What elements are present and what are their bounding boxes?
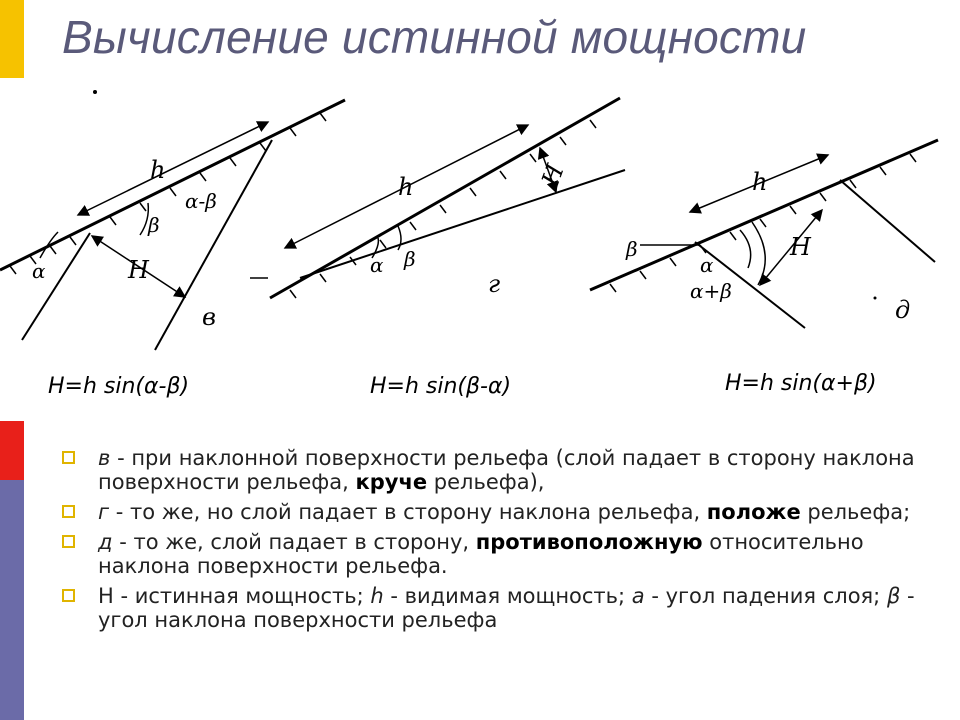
item-lead: в — [98, 446, 111, 470]
label-h-v: h — [150, 156, 166, 184]
angle-arc-d — [740, 222, 765, 285]
panel-d — [93, 90, 938, 328]
item-text: - угол наклона поверхности рельефа — [98, 584, 915, 632]
label-h-d: h — [752, 168, 768, 196]
list-item — [62, 530, 942, 578]
label-H-d: H — [790, 233, 811, 261]
layer-line-g — [300, 170, 625, 278]
item-text: - при наклонной поверхности рельефа (слой падает в сторону наклона поверхности рельефа, — [98, 446, 915, 494]
bullet-square-icon — [62, 505, 75, 518]
bullet-square-icon — [62, 451, 75, 464]
item-text-end: рельефа), — [427, 470, 545, 494]
item-text: - то же, но слой падает в сторону наклона рельефа, — [109, 500, 707, 524]
accent-bar-purple — [0, 480, 24, 720]
bullet-square-icon — [62, 535, 75, 548]
layer-line-1-v — [22, 233, 90, 340]
dot-mark-2 — [874, 297, 877, 300]
panel-v — [0, 100, 345, 350]
label-alpha-g: α — [370, 253, 384, 277]
formula-d: H=h sin(α+β) — [725, 371, 877, 396]
item-text: - видимая мощность; — [383, 584, 632, 608]
panel-label-g: г — [488, 270, 501, 298]
accent-bar-yellow — [0, 0, 24, 78]
list-item — [62, 500, 942, 524]
item-text: - то же, слой падает в сторону, — [112, 530, 476, 554]
item-text: Н - истинная мощность; — [98, 584, 371, 608]
item-bold: противоположную — [475, 530, 703, 554]
dot-mark — [93, 90, 97, 94]
formula-v: H=h sin(α-β) — [48, 374, 190, 399]
accent-bar-red — [0, 421, 24, 480]
label-h-g: h — [398, 173, 414, 201]
label-beta-g: β — [404, 247, 416, 271]
item-italic: а — [631, 584, 645, 608]
label-alpha-plus-beta-d: α+β — [690, 279, 732, 303]
panel-label-d: д — [895, 296, 911, 324]
item-lead: г — [98, 500, 110, 524]
panel-g — [250, 98, 625, 298]
panel-label-v: в — [202, 303, 216, 331]
item-italic: h — [370, 584, 384, 608]
surface-hatch-g — [290, 120, 596, 298]
item-bold: круче — [355, 470, 428, 494]
item-bold: положе — [706, 500, 801, 524]
item-italic: β — [886, 584, 901, 608]
label-H-g: H — [536, 160, 570, 190]
h-dimension-v — [78, 122, 268, 215]
label-beta-v: β — [148, 213, 160, 237]
layer-line-2-d — [840, 180, 935, 262]
explanation-list — [62, 446, 942, 638]
bullet-square-icon — [62, 589, 75, 602]
page-title: Вычисление истинной мощности — [62, 11, 807, 63]
item-text-end: рельефа; — [800, 500, 911, 524]
label-H-v: H — [128, 256, 149, 284]
item-lead: д — [98, 530, 113, 554]
list-item — [62, 584, 942, 632]
item-text-end: относительно наклона поверхности рельефа. — [98, 530, 864, 578]
label-alpha-d: α — [700, 253, 714, 277]
label-beta-d: β — [626, 237, 638, 261]
list-item — [62, 446, 942, 494]
surface-line-g — [270, 98, 620, 298]
label-alpha-beta-v: α-β — [185, 189, 217, 213]
label-alpha-v: α — [32, 259, 46, 283]
geology-diagram — [0, 80, 960, 410]
formula-g: H=h sin(β-α) — [370, 374, 512, 399]
surface-hatch-v — [10, 113, 326, 274]
item-text: - угол падения слоя; — [644, 584, 887, 608]
